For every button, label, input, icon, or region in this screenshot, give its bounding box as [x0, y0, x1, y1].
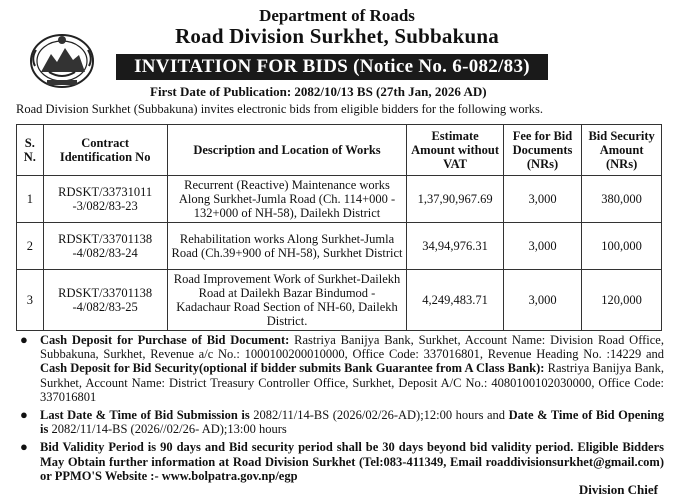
table-row [17, 270, 662, 331]
row-description: Road Improvement Work of Surkhet-Dailekh Road at Dailekh Bazar Bindumod - Kadachaur Road Section of NH-60, Dailekh District. [167, 270, 407, 331]
row-sn: 2 [17, 223, 44, 270]
table-header-row [17, 125, 662, 176]
note-label: Cash Deposit for Purchase of Bid Document: [40, 333, 290, 347]
note-validity [14, 440, 664, 483]
row-contract-id: RDSKT/33701138 -4/082/83-24 [43, 223, 167, 270]
row-contract-id: RDSKT/33731011 -3/082/83-23 [43, 176, 167, 223]
row-sn: 3 [17, 270, 44, 331]
table-row [17, 176, 662, 223]
note-label: Date & Time of Bid Opening is [40, 408, 664, 437]
row-estimate: 1,37,90,967.69 [407, 176, 503, 223]
row-fee: 3,000 [503, 223, 581, 270]
row-estimate: 4,249,483.71 [407, 270, 503, 331]
row-fee: 3,000 [503, 176, 581, 223]
header-fee: Fee for Bid Documents (NRs) [503, 125, 581, 176]
row-security: 120,000 [582, 270, 662, 331]
row-contract-id: RDSKT/33701138 -4/082/83-25 [43, 270, 167, 331]
bullet-icon: ● [20, 439, 28, 455]
office-name: Road Division Surkhet, Subbakuna [175, 24, 499, 48]
signature-division-chief: Division Chief [578, 482, 658, 497]
note-text: Rastriya Banijya Bank, Surkhet, Account Name: District Treasury Controller Office, Surkhet, Deposit A/C No.: 4080100102030000, Office Code: 337016801 [40, 361, 665, 404]
header-description: Description and Location of Works [167, 125, 407, 176]
publication-date: First Date of Publication: 2082/10/13 BS (27th Jan, 2026 AD) [150, 84, 487, 99]
note-label: Last Date & Time of Bid Submission is [40, 408, 250, 423]
header-security: Bid Security Amount (NRs) [582, 125, 662, 176]
notice-banner: INVITATION FOR BIDS (Notice No. 6-082/83) [116, 54, 548, 80]
row-security: 100,000 [582, 223, 662, 270]
note-text: Bid Validity Period is 90 days and Bid security period shall be 30 days beyond bid validity period. Eligible Bidders May Obtain further information at Road Division Surkhet (Tel:083-411349, Email roaddivisionsurkhet@gmail.com) or PPMO'S Website :- www.bolpatra.gov.np/egp [40, 440, 664, 483]
note-text: Rastriya Banijya Bank, Surkhet, Account Name: Division Road Office, Subbakuna, Surkhet, Revenue a/c No.: 1000100200010000, Office Code: 337016801, Revenue Heading No. :14229 and [40, 333, 664, 362]
row-fee: 3,000 [503, 270, 581, 331]
row-description: Rehabilitation works Along Surkhet-Jumla Road (Ch.39+900 of NH-58), Surkhet District [167, 223, 407, 270]
intro-text: Road Division Surkhet (Subbakuna) invites electronic bids from eligible bidders for the following works. [16, 102, 543, 116]
row-estimate: 34,94,976.31 [407, 223, 503, 270]
header-contract-id: Contract Identification No [43, 125, 167, 176]
note-payment [14, 333, 664, 404]
note-deadline [14, 408, 664, 436]
note-text: 2082/11/14-BS (2026//02/26- AD);13:00 hours [48, 422, 287, 437]
row-sn: 1 [17, 176, 44, 223]
note-text: 2082/11/14-BS (2026/02/26-AD);12:00 hours and [249, 408, 509, 423]
header-sn: S. N. [17, 125, 44, 176]
bids-table [16, 124, 662, 331]
header-estimate: Estimate Amount without VAT [407, 125, 503, 176]
note-label: Cash Deposit for Bid Security(optional if bidder submits Bank Guarantee from A Class Bank): [40, 361, 545, 376]
row-description: Recurrent (Reactive) Maintenance works Along Surkhet-Jumla Road (Ch. 114+000 - 132+000 of NH-58), Dailekh District [167, 176, 407, 223]
bullet-icon: ● [20, 332, 28, 347]
row-security: 380,000 [582, 176, 662, 223]
table-row [17, 223, 662, 270]
bullet-icon: ● [20, 407, 28, 423]
notes-list [14, 333, 664, 487]
department-name: Department of Roads [259, 6, 415, 25]
